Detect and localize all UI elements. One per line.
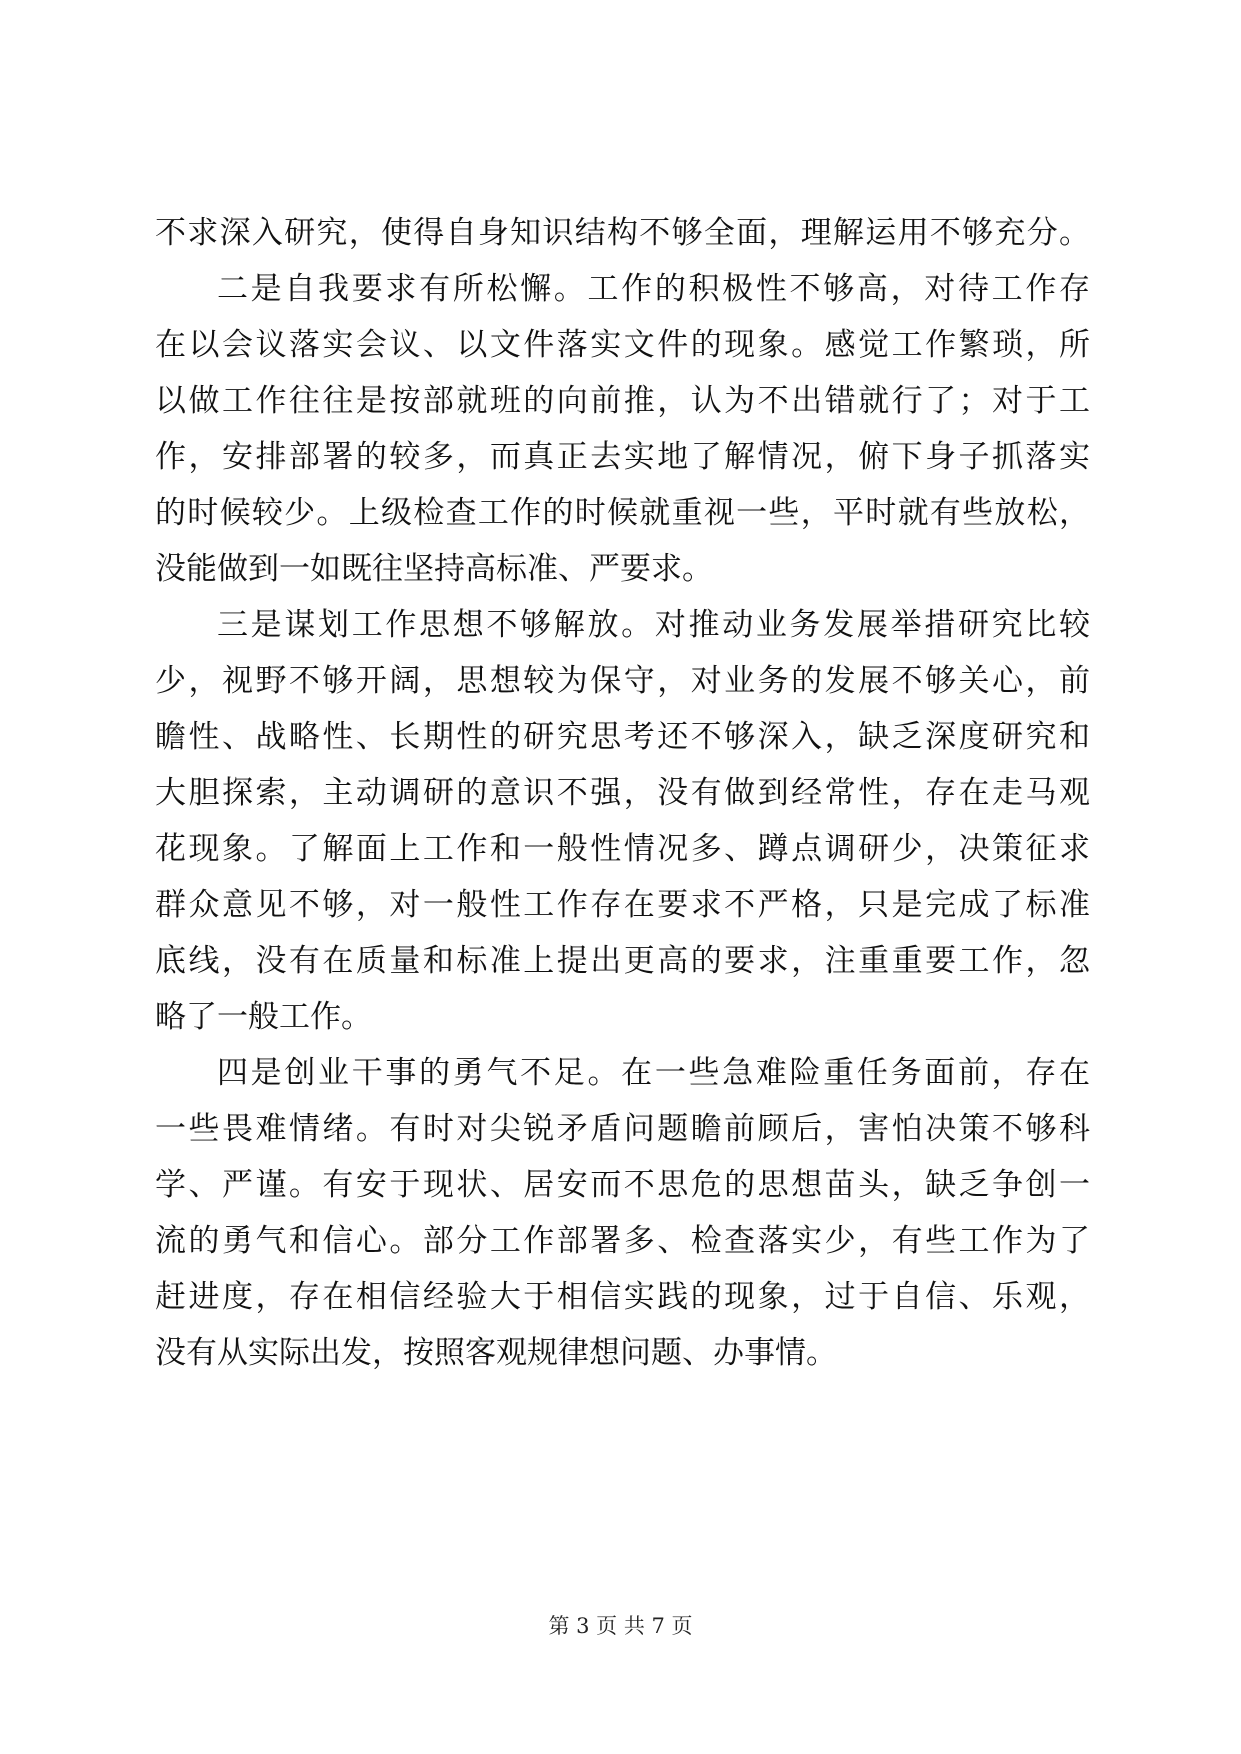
text-line: 学、严谨。有安于现状、居安而不思危的思想苗头，缺乏争创一 bbox=[155, 1167, 1090, 1203]
text-line: 没能做到一如既往坚持高标准、严要求。 bbox=[155, 551, 713, 587]
text-line: 花现象。了解面上工作和一般性情况多、蹲点调研少，决策征求 bbox=[155, 831, 1090, 867]
text-line: 一些畏难情绪。有时对尖锐矛盾问题瞻前顾后，害怕决策不够科 bbox=[155, 1111, 1090, 1147]
text-line: 在以会议落实会议、以文件落实文件的现象。感觉工作繁琐，所 bbox=[155, 327, 1090, 363]
page-footer: 第 3 页 共 7 页 bbox=[548, 1614, 693, 1638]
text-line: 赶进度，存在相信经验大于相信实践的现象，过于自信、乐观， bbox=[155, 1279, 1090, 1315]
text-line: 少，视野不够开阔，思想较为保守，对业务的发展不够关心，前 bbox=[155, 663, 1090, 699]
text-line: 底线，没有在质量和标准上提出更高的要求，注重重要工作，忽 bbox=[155, 943, 1090, 979]
text-line: 没有从实际出发，按照客观规律想问题、办事情。 bbox=[155, 1335, 837, 1371]
paragraph-3-start: 三是谋划工作思想不够解放。对推动业务发展举措研究比较 bbox=[217, 607, 1090, 643]
text-line: 作，安排部署的较多，而真正去实地了解情况，俯下身子抓落实 bbox=[155, 439, 1090, 475]
text-line: 略了一般工作。 bbox=[155, 999, 372, 1035]
text-line: 以做工作往往是按部就班的向前推，认为不出错就行了；对于工 bbox=[155, 383, 1090, 419]
paragraph-2-start: 二是自我要求有所松懈。工作的积极性不够高，对待工作存 bbox=[217, 271, 1090, 307]
text-line: 瞻性、战略性、长期性的研究思考还不够深入，缺乏深度研究和 bbox=[155, 719, 1090, 755]
text-line: 流的勇气和信心。部分工作部署多、检查落实少，有些工作为了 bbox=[155, 1223, 1090, 1259]
text-line: 不求深入研究，使得自身知识结构不够全面，理解运用不够充分。 bbox=[155, 215, 1090, 251]
text-line: 的时候较少。上级检查工作的时候就重视一些，平时就有些放松， bbox=[155, 495, 1090, 531]
text-line: 大胆探索，主动调研的意识不强，没有做到经常性，存在走马观 bbox=[155, 775, 1090, 811]
text-line: 群众意见不够，对一般性工作存在要求不严格，只是完成了标准 bbox=[155, 887, 1090, 923]
paragraph-4-start: 四是创业干事的勇气不足。在一些急难险重任务面前，存在 bbox=[217, 1055, 1090, 1091]
